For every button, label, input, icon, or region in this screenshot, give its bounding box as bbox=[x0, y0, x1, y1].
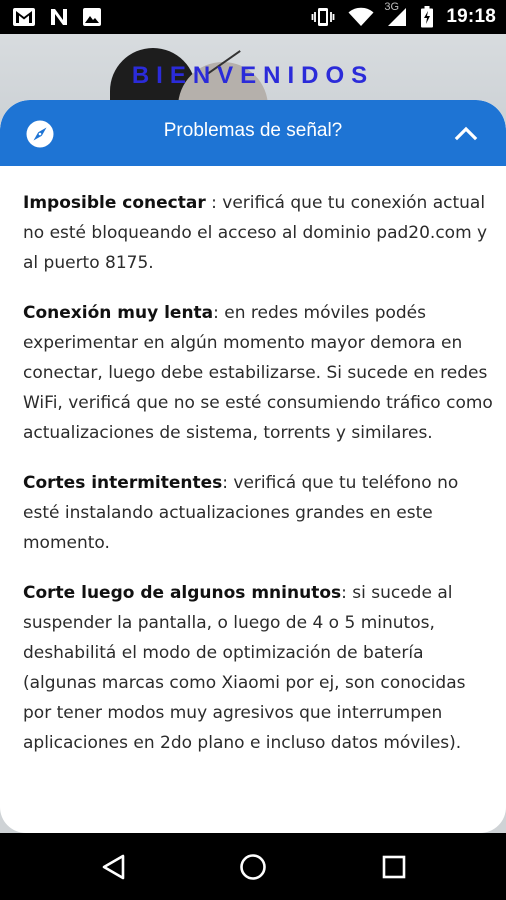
navigation-bar bbox=[0, 833, 506, 900]
chevron-up-icon[interactable] bbox=[452, 120, 480, 146]
recents-icon[interactable] bbox=[379, 852, 409, 882]
tip-text: : verificá que tu teléfono no esté instalando actualizaciones grandes en este momento. bbox=[23, 473, 459, 553]
gmail-icon bbox=[12, 7, 36, 27]
vibrate-icon bbox=[310, 7, 336, 27]
tip-text: : verificá que tu conexión actual no esté bloqueando el acceso al dominio pad20.com y al puerto 8175. bbox=[23, 193, 488, 273]
back-icon[interactable] bbox=[99, 852, 129, 882]
tip-heading: Corte luego de algunos mninutos bbox=[23, 583, 342, 603]
network-type-label: 3G bbox=[384, 1, 400, 13]
tip-heading: Conexión muy lenta bbox=[23, 303, 214, 323]
home-icon[interactable] bbox=[238, 852, 268, 882]
gallery-icon bbox=[82, 7, 102, 27]
battery-icon bbox=[420, 6, 434, 28]
sheet-title: Problemas de señal? bbox=[163, 120, 343, 141]
sheet-content bbox=[23, 188, 493, 778]
tip-heading: Imposible conectar bbox=[23, 193, 206, 213]
status-bar bbox=[0, 0, 506, 34]
mobile-network bbox=[384, 1, 408, 27]
tip-heading: Cortes intermitentes bbox=[23, 473, 223, 493]
clock: 19:18 bbox=[446, 6, 496, 27]
tip-paragraph bbox=[23, 188, 493, 278]
tip-paragraph bbox=[23, 468, 493, 558]
tip-paragraph bbox=[23, 298, 493, 448]
signal-problems-sheet bbox=[0, 100, 506, 833]
sheet-header[interactable] bbox=[0, 100, 506, 166]
tip-text: : si sucede al suspender la pantalla, o luego de 4 o 5 minutos, deshabilitá el modo de optimización de batería (algunas marcas como Xiaomi por ej, son conocidas por tener modos muy agresivos que interrumpen aplicaciones en 2do plano e incluso datos móviles). bbox=[23, 583, 466, 753]
notification-icons bbox=[12, 6, 102, 28]
system-icons bbox=[310, 1, 496, 28]
welcome-title: BIENVENIDOS bbox=[131, 62, 375, 89]
wifi-icon bbox=[348, 7, 374, 27]
n-app-icon bbox=[49, 7, 69, 27]
tip-paragraph bbox=[23, 578, 493, 758]
tip-text: : en redes móviles podés experimentar en algún momento mayor demora en conectar, luego debe estabilizarse. Si sucede en redes WiFi, verificá que no se esté consumiendo tráfico como actualizaciones de sistema, torrents y similares. bbox=[23, 303, 493, 443]
